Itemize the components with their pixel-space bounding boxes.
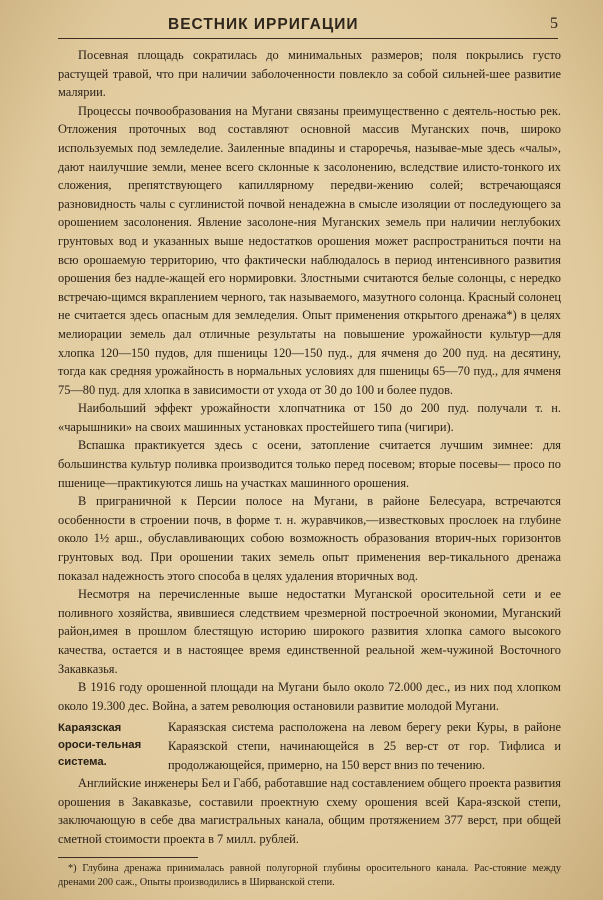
page-number: 5 [550,15,558,32]
section-continuation: Английские инженеры Бел и Габб, работавшие над составлением общего проекта развития орошения в Закавказье, составили проектную схему орошения всей Кара-язской степи, заключающую в себе два магистральных канала, общим протяжением 377 верст, при общей сметной стоимости проекта в 7 милл. рублей. [58,776,561,846]
section-heading: Караязская ороси-тельная система. [58,722,142,769]
paragraph: Вспашка практикуется здесь с осени, затопление считается лучшим зимнее: для большинства культур поливка производится только перед посевом; вторые посевы— просо по пшенице—практикуются лишь на участках машинного орошения. [58,438,561,490]
journal-title: ВЕСТНИК ИРРИГАЦИИ [168,16,359,33]
section-intro-wrap [150,718,561,774]
paragraph: В приграничной к Персии полосе на Мугани, в районе Белесуара, встречаются особенности в строении почв, в форме т. н. журавчиков,—известковых прослоек на глубине около 1½ арш., обуславливающих собою возможность образования вторич-ных горизонтов грунтовых вод. При орошении таких земель опыт применения вер-тикального дренажа показал надежность этого способа в целях удаления вторичных вод. [58,494,561,583]
section-karayaz [58,718,561,774]
paragraph: Наибольший эффект урожайности хлопчатника от 150 до 200 пуд. получали т. н. «чарышники» на своих машинных установках простейшего типа (чигири). [58,401,561,434]
body-text [58,46,561,849]
paragraph: Процессы почвообразования на Мугани связаны преимущественно с деятель-ностью рек. Отложения проточных вод составляют основной массив Муганских почв, широко используемых под земледелие. Заиленные впадины и староречья, называе-мые здесь «чалы», дают наилучшие земли, менее всего склонные к засолонению, вследствие илисто-тонкого их сложения, препятствующего капиллярному передви-жению солей; встречающаяся разновидность чалы с суглинистой почвой ненадежна в смысле изоляции от последующего за орошением засолонения. Явление засолоне-ния Муганских земель при наличии неглубоких грунтовых вод и указанных выше недостатков орошения может распространиться почти на всю орошаемую территорию, что фактически наблюдалось в период интенсивного развития орошения без надле-жащей его нормировки. Злостными считаются белые солонцы, с нередко встречаю-щимся вкраплением черного, так называемого, мазутного солонца. Красный солонец не считается здесь опасным для земледелия. Опыт применения открытого дренажа*) в целях мелиорации земель дал отличные результаты на повышение урожайности культур—для хлопка 120—150 пудов, для пшеницы 120—150 пуд., для ячменя до 200 пуд. на десятину, тогда как средняя урожайность в нормальных условиях для пшеницы 65—70 пуд., для ячменя 75—80 пуд. для хлопка в зависимости от ухода от 30 до 100 и более пудов. [58,103,561,397]
header-rule [58,38,558,39]
paragraph: Несмотря на перечисленные выше недостатки Муганской оросительной сети и ее поливного хозяйства, явившиеся следствием чрезмерной построечной экономии, Муганский район,имея в прошлом блестящую историю широкого развития хлопка самого высокого качества, остается и в настоящее время единственной реальной жем-чужиной Восточного Закавказья. [58,587,561,676]
paragraph: В 1916 году орошенной площади на Мугани было около 72.000 дес., из них под хлопком около 19.300 дес. Война, а затем революция остановили развитие молодой Мугани. [58,680,561,713]
footnote: *) Глубина дренажа принималась равной полугорной глубины оросительного канала. Рас-стояние между дренами 200 саж., Опыты производились в Ширванской степи. [58,863,561,888]
section-continuation-wrap [58,774,561,848]
running-head [58,14,558,38]
section-intro: Караязская система расположена на левом берегу реки Куры, в районе Караязской степи, начинающейся в 25 вер-ст от гор. Тифлиса и продолжающейся, примерно, на 150 верст вниз по течению. [168,720,561,772]
paragraph: Посевная площадь сократилась до минимальных размеров; поля покрылись густо растущей травой, что при наличии заболоченности повлекло за собой сильней-шее развитие малярии. [58,48,561,100]
footnote-rule [58,857,198,858]
